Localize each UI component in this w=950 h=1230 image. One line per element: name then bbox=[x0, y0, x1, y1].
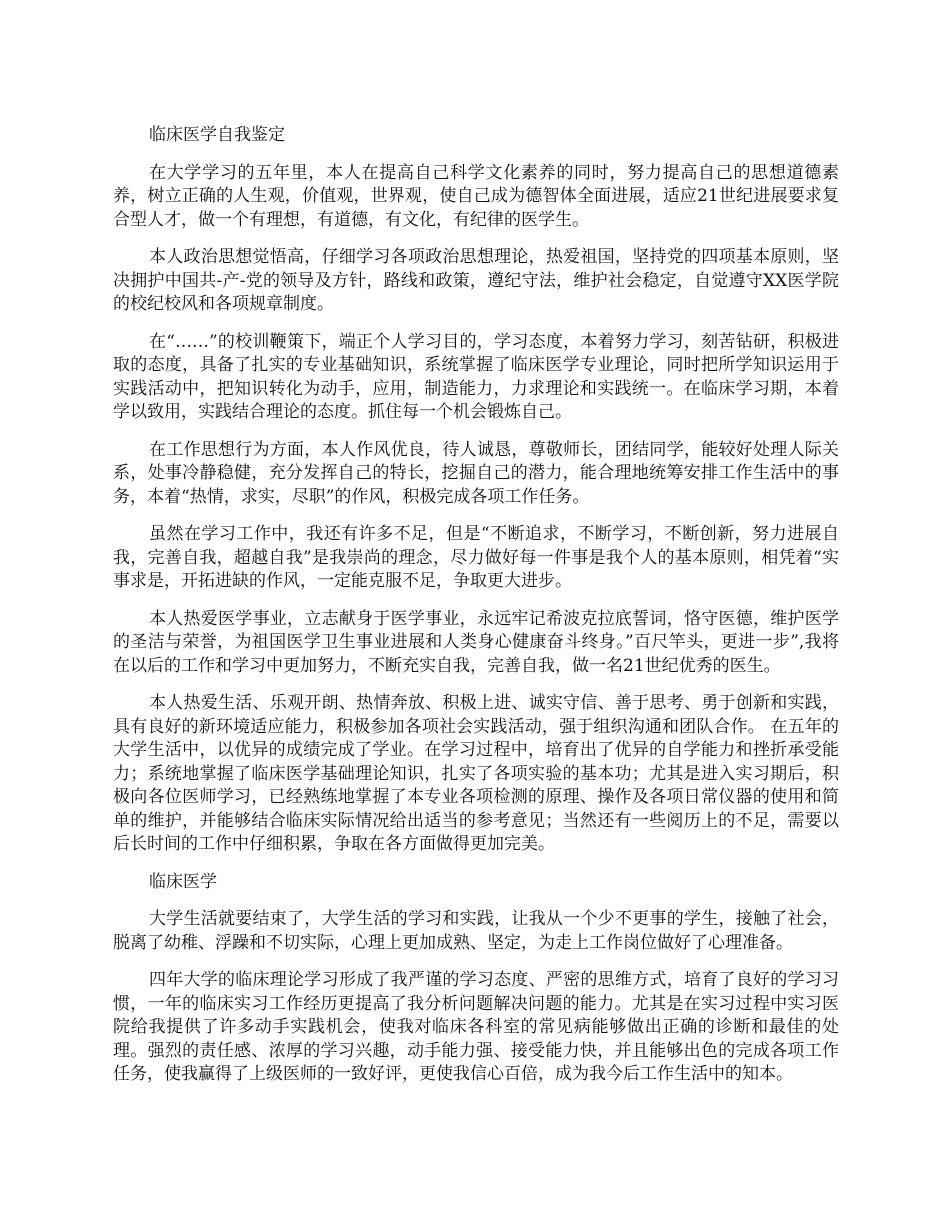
paragraph-clinical-theory: 四年大学的临床理论学习形成了我严谨的学习态度、严密的思维方式，培育了良好的学习习惯，一年的临床实习工作经历更提高了我分析问题解决问题的能力。尤其是在实习过程中实习医院给我提供了许多动手实践机会，使我对临床各科室的常见病能够做出正确的诊断和最佳的处理。强烈的责任感、浓厚的学习兴趣，动手能力强、接受能力快，并且能够出色的完成各项工作任务，使我赢得了上级医师的一致好评，更使我信心百倍，成为我今后工作生活中的知本。 bbox=[113, 970, 839, 1084]
paragraph-graduation: 大学生活就要结束了，大学生活的学习和实践，让我从一个少不更事的学生，接触了社会，脱离了幼稚、浮躁和不切实际，心理上更加成熟、坚定，为走上工作岗位做好了心理准备。 bbox=[113, 909, 839, 953]
paragraph-work-conduct: 在工作思想行为方面，本人作风优良，待人诚恳，尊敬师长，团结同学，能较好处理人际关系，处事冷静稳健，充分发挥自己的特长，挖掘自己的潜力，能合理地统筹安排工作生活中的事务，本着“热情，求实，尽职”的作风，积极完成各项工作任务。 bbox=[113, 439, 839, 507]
paragraph-study-years: 在大学学习的五年里，本人在提高自己科学文化素养的同时，努力提高自己的思想道德素养，树立正确的人生观，价值观，世界观，使自己成为德智体全面进展，适应21世纪进展要求复合型人才，做一个有理想，有道德，有文化，有纪律的医学生。 bbox=[113, 162, 839, 230]
paragraph-learning-attitude: 在“……”的校训鞭策下，端正个人学习目的，学习态度，本着努力学习，刻苦钻研，积极进取的态度，具备了扎实的专业基础知识，系统掌握了临床医学专业理论，同时把所学知识运用于实践活动中，把知识转化为动手，应用，制造能力，力求理论和实践统一。在临床学习期，本着学以致用，实践结合理论的态度。抓住每一个机会锻炼自己。 bbox=[113, 331, 839, 422]
document-title: 临床医学自我鉴定 bbox=[149, 125, 285, 145]
paragraph-personal-qualities: 本人热爱生活、乐观开朗、热情奔放、积极上进、诚实守信、善于思考、勇于创新和实践，具有良好的新环境适应能力，积极参加各项社会实践活动，强于组织沟通和团队合作。 在五年的大学生活中，以优异的成绩完成了学业。在学习过程中，培育出了优异的自学能力和挫折承受能力；系统地掌握了临床医学基础理论知识，扎实了各项实验的基本功；尤其是进入实习期后，积极向各位医师学习，已经熟练地掌握了本专业各项检测的原理、操作及各项日常仪器的使用和简单的维护，并能够结合临床实际情况给出适当的参考意见；当然还有一些阅历上的不足，需要以后长时间的工作中仔细积累，争取在各方面做得更加完美。 bbox=[113, 693, 839, 854]
section-title: 临床医学 bbox=[149, 871, 217, 892]
document-page bbox=[113, 124, 839, 1101]
paragraph-medical-career: 本人热爱医学事业，立志献身于医学事业，永远牢记希波克拉底誓词，恪守医德，维护医学的圣洁与荣誉，为祖国医学卫生事业进展和人类身心健康奋斗终身。”百尺竿头，更进一步”,我将在以后的工作和学习中更加努力，不断充实自我，完善自我，做一名21世纪优秀的医生。 bbox=[113, 608, 839, 676]
paragraph-political-thought: 本人政治思想觉悟高，仔细学习各项政治思想理论，热爱祖国，坚持党的四项基本原则，坚决拥护中国共-产-党的领导及方针，路线和政策，遵纪守法，维护社会稳定，自觉遵守XX医学院的校纪校风和各项规章制度。 bbox=[113, 247, 839, 314]
paragraph-shortcomings: 虽然在学习工作中，我还有许多不足，但是“不断追求，不断学习，不断创新，努力进展自我，完善自我，超越自我”是我崇尚的理念，尽力做好每一件事是我个人的基本原则，相凭着“实事求是，开拓进缺的作风，一定能克服不足，争取更大进步。 bbox=[113, 524, 839, 591]
